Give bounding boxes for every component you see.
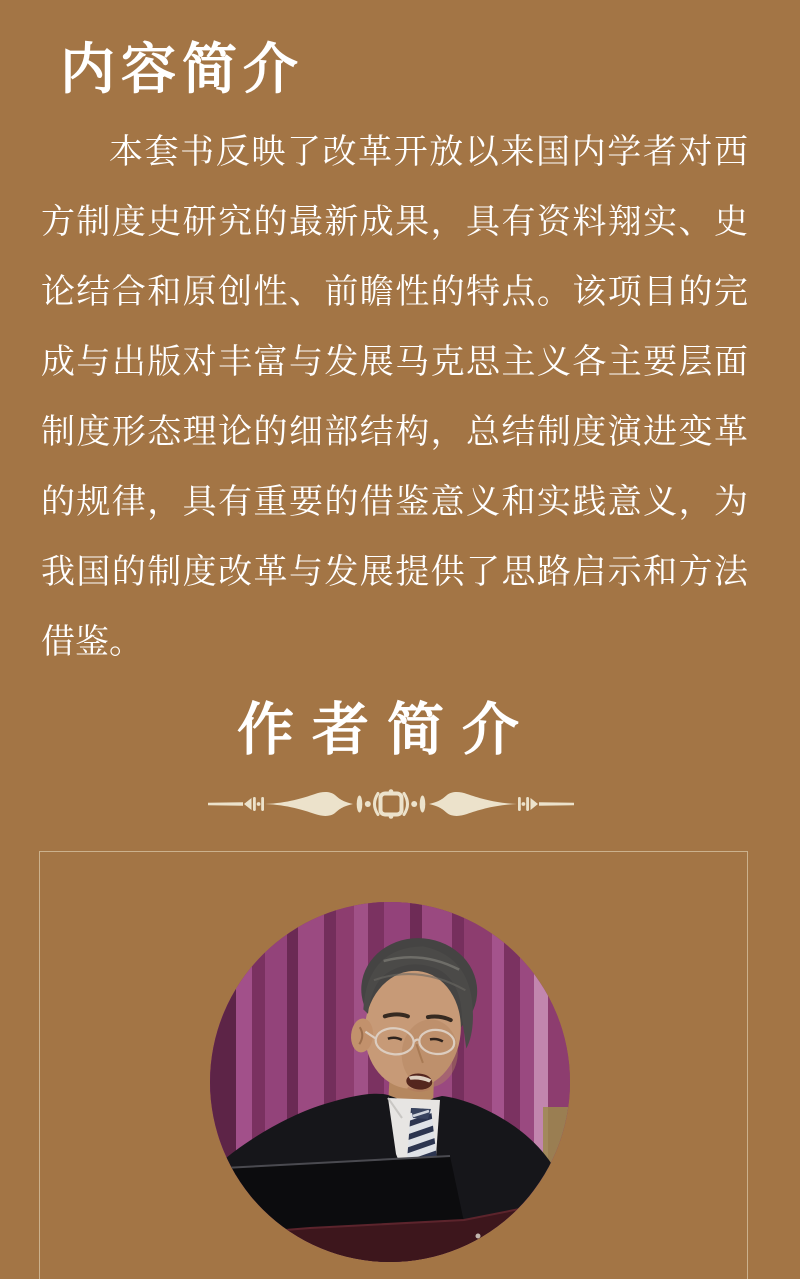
author-photo — [210, 902, 570, 1262]
content-intro-paragraph: 本套书反映了改革开放以来国内学者对西方制度史研究的最新成果，具有资料翔实、史论结合和原创性、前瞻性的特点。该项目的完成与出版对丰富与发展马克思主义各主要层面制度形态理论的细部结构，总结制度演进变革的规律，具有重要的借鉴意义和实践意义，为我国的制度改革与发展提供了思路启示和方法借鉴。 — [41, 134, 748, 661]
ornament-divider-icon — [208, 788, 574, 820]
author-intro-title: 作者简介 — [237, 699, 537, 762]
author-portrait-illustration — [210, 902, 570, 1262]
content-intro-title: 内容简介 — [60, 39, 305, 100]
